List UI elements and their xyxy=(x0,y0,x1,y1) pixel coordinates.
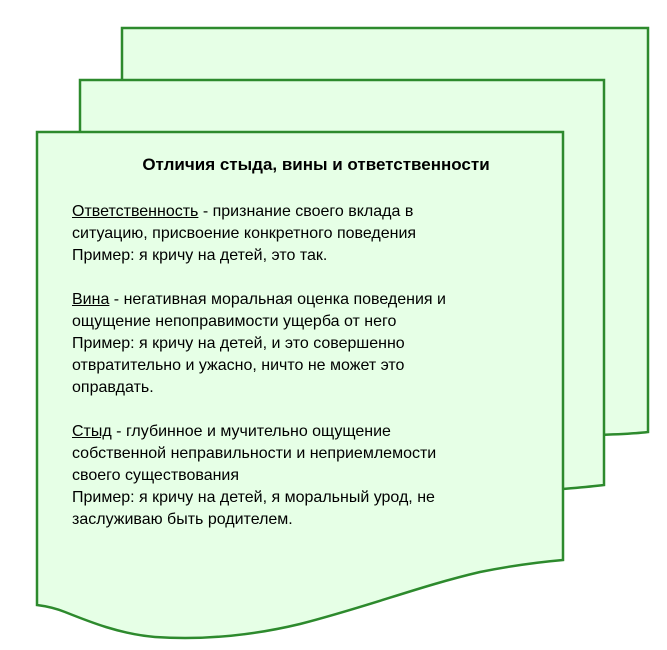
definition-shame-line2: собственной неправильности и неприемлемости xyxy=(72,445,437,462)
definition-responsibility-part2: ситуацию, присвоение конкретного поведения xyxy=(72,225,417,242)
definition-guilt-part1: - негативная моральная оценка поведения и xyxy=(109,291,446,308)
term-shame: Стыд xyxy=(72,423,112,440)
definition-shame-line3: своего существования xyxy=(72,467,240,484)
entry-responsibility-line1 xyxy=(72,201,552,223)
entry-shame-line1 xyxy=(72,421,552,443)
definition-guilt-part2: ощущение непоправимости ущерба от него xyxy=(72,313,397,330)
example-guilt-line3: оправдать. xyxy=(72,379,154,396)
entry-shame xyxy=(72,421,552,531)
example-shame-line1: Пример: я кричу на детей, я моральный урод, не xyxy=(72,489,435,506)
definition-responsibility-part1: - признание своего вклада в xyxy=(198,203,414,220)
term-responsibility: Ответственность xyxy=(72,203,199,220)
entry-guilt xyxy=(72,289,552,399)
example-guilt-line2: отвратительно и ужасно, ничто не может это xyxy=(72,357,405,374)
example-responsibility: Пример: я кричу на детей, это так. xyxy=(72,247,328,264)
page-title: Отличия стыда, вины и ответственности xyxy=(142,155,490,174)
example-guilt-line1: Пример: я кричу на детей, и это совершенно xyxy=(72,335,405,352)
term-guilt: Вина xyxy=(72,291,110,308)
entry-responsibility xyxy=(72,201,552,267)
example-shame-line2: заслуживаю быть родителем. xyxy=(72,511,293,528)
sheet-content xyxy=(72,155,552,553)
definition-shame-part1: - глубинное и мучительно ощущение xyxy=(111,423,391,440)
entry-guilt-line1 xyxy=(72,289,552,311)
